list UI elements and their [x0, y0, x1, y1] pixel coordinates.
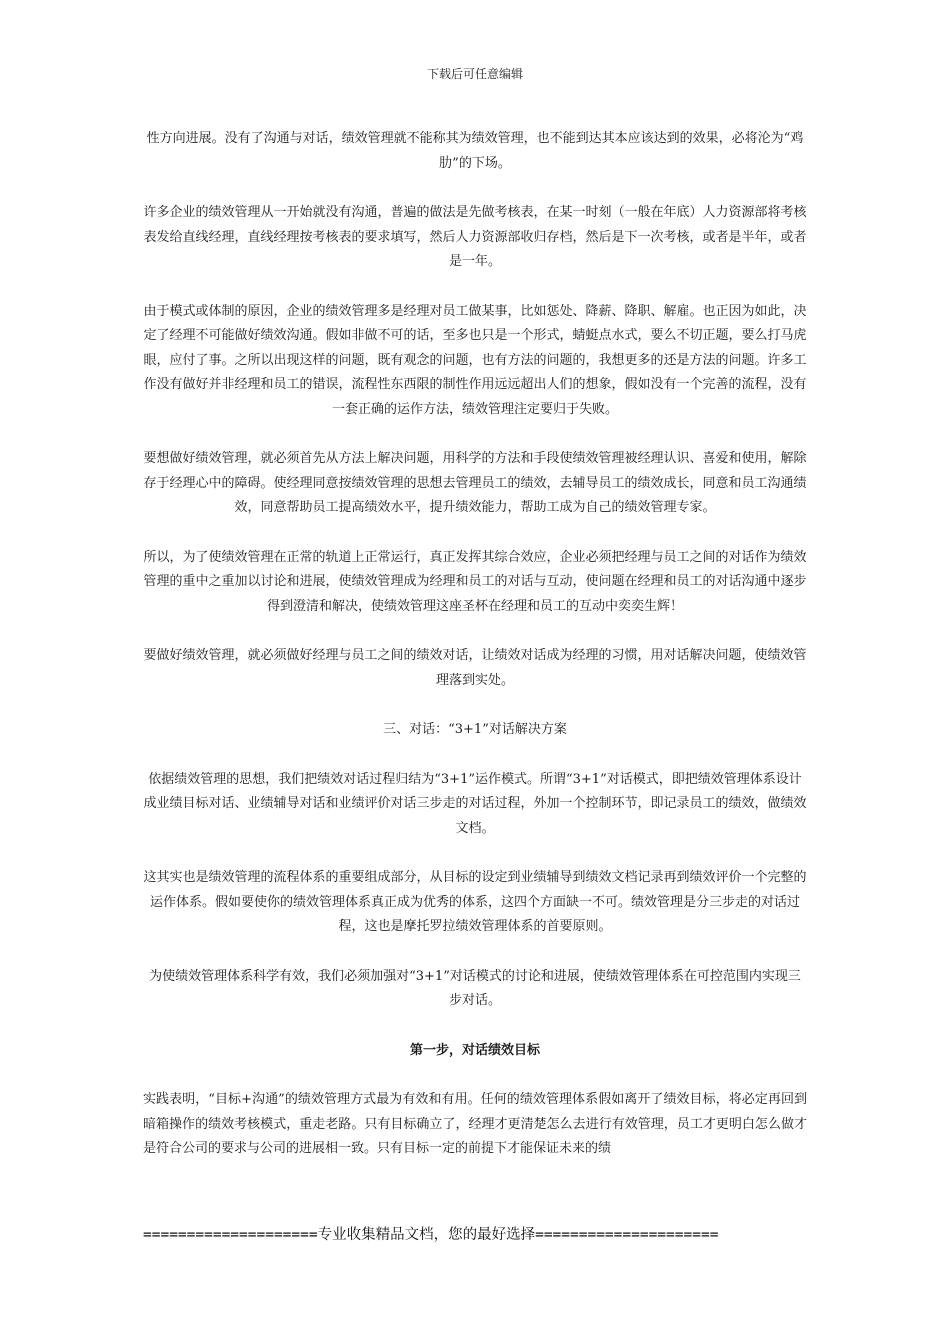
paragraph: 要做好绩效管理，就必须做好经理与员工之间的绩效对话，让绩效对话成为经理的习惯，用对话解决问题，使绩效管理落到实处。	[143, 648, 807, 688]
paragraph: 为使绩效管理体系科学有效，我们必须加强对“3+1”对话模式的讨论和进展，使绩效管理体系在可控范围内实现三步对话。	[149, 968, 801, 1008]
paragraph: 这其实也是绩效管理的流程体系的重要组成部分，从目标的设定到业绩辅导到绩效文档记录再到绩效评价一个完整的运作体系。假如要使你的绩效管理体系真正成为优秀的体系，这四个方面缺一不可。绩效管理是分三步走的对话过程，这也是摩托罗拉绩效管理体系的首要原则。	[143, 870, 807, 934]
page-header: 下载后可任意编辑	[426, 67, 523, 81]
section-heading: 三、对话：“3+1”对话解决方案	[383, 722, 567, 737]
paragraph: 所以，为了使绩效管理在正常的轨道上正常运行，真正发挥其综合效应，企业必须把经理与员工之间的对话作为绩效管理的重中之重加以讨论和进展，使绩效管理成为经理和员工的对话与互动，使问题在经理和员工的对话沟通中逐步得到澄清和解决，使绩效管理这座圣杯在经理和员工的互动中奕奕生辉！	[143, 549, 807, 614]
paragraph: 要想做好绩效管理，就必须首先从方法上解决问题，用科学的方法和手段使绩效管理被经理认识、喜爱和使用，解除存于经理心中的障碍。使经理同意按绩效管理的思想去管理员工的绩效，去辅导员工的绩效成长，同意和员工沟通绩效，同意帮助员工提高绩效水平，提升绩效能力，帮助工成为自己的绩效管理专家。	[143, 451, 807, 515]
paragraph: 性方向进展。没有了沟通与对话，绩效管理就不能称其为绩效管理，也不能到达其本应该达到的效果，必将沦为“鸡肋”的下场。	[146, 131, 804, 171]
paragraph: 实践表明，“目标+沟通”的绩效管理方式最为有效和有用。任何的绩效管理体系假如离开了绩效目标，将必定再回到暗箱操作的绩效考核模式，重走老路。只有目标确立了，经理才更清楚怎么去进行有效管理，员工才更明白怎么做才是符合公司的要求与公司的进展相一致。只有目标一定的前提下才能保证未来的绩	[143, 1092, 807, 1156]
page-footer: ====================专业收集精品文档，您的最好选择=====================	[143, 1227, 719, 1243]
document-body	[143, 127, 807, 1187]
paragraph: 许多企业的绩效管理从一开始就没有沟通，普遍的做法是先做考核表，在某一时刻（一般在年底）人力资源部将考核表发给直线经理，直线经理按考核表的要求填写，然后人力资源部收归存档，然后是下一次考核，或者是半年，或者是一年。	[143, 205, 807, 269]
step-heading: 第一步，对话绩效目标	[409, 1042, 540, 1058]
paragraph: 由于模式或体制的原因，企业的绩效管理多是经理对员工做某事，比如惩处、降薪、降职、解雇。也正因为如此，决定了经理不可能做好绩效沟通。假如非做不可的话，至多也只是一个形式，蜻蜓点水式，要么不切正题，要么打马虎眼，应付了事。之所以出现这样的问题，既有观念的问题，也有方法的问题的，我想更多的还是方法的问题。许多工作没有做好并非经理和员工的错误，流程性东西限的制性作用远远超出人们的想象，假如没有一个完善的流程，没有一套正确的运作方法，绩效管理注定要归于失败。	[143, 303, 807, 417]
paragraph: 依据绩效管理的思想，我们把绩效对话过程归结为“3+1”运作模式。所谓“3+1”对话模式，即把绩效管理体系设计成业绩目标对话、业绩辅导对话和业绩评价对话三步走的对话过程，外加一个控制环节，即记录员工的绩效，做绩效文档。	[143, 771, 807, 836]
